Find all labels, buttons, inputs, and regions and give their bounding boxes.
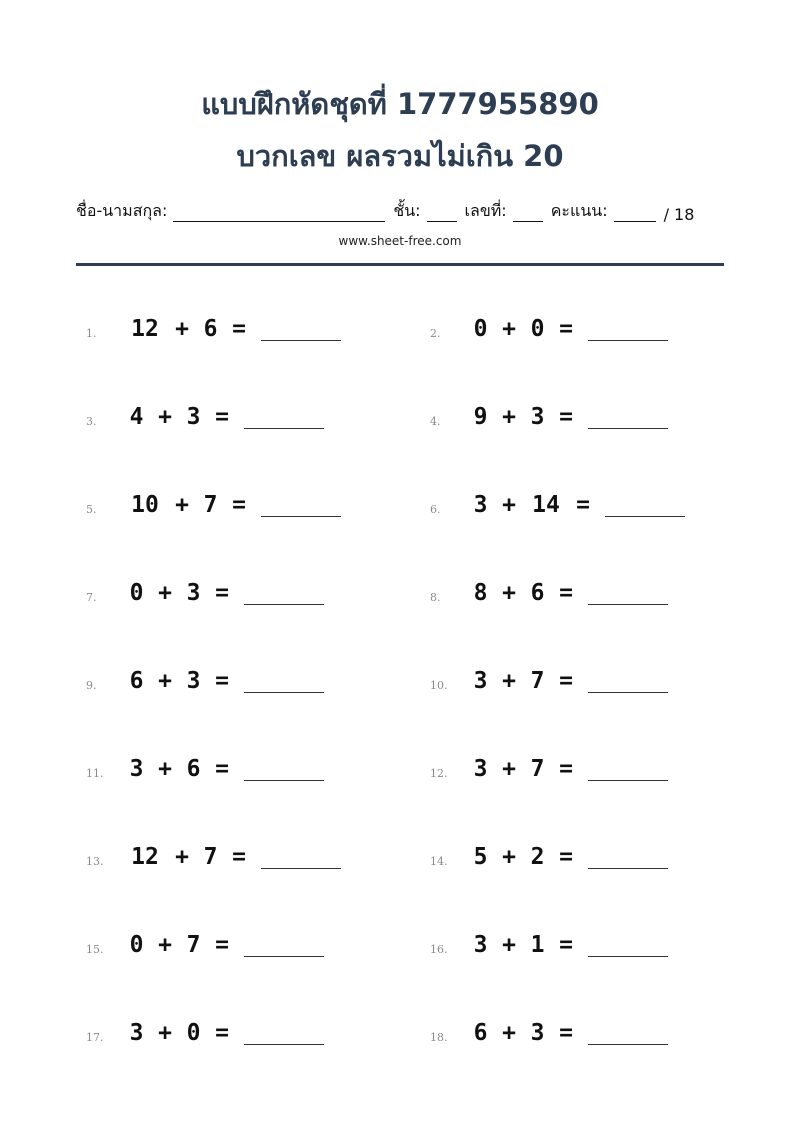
problem-item (430, 402, 668, 432)
website-url: www.sheet-free.com (338, 234, 462, 248)
class-blank[interactable] (427, 205, 457, 222)
plus-sign: + (175, 316, 189, 342)
second-addend: 3 (186, 404, 201, 430)
answer-blank[interactable] (261, 494, 341, 517)
problem-item (430, 1018, 668, 1048)
plus-sign: + (502, 844, 516, 870)
problem-item (430, 490, 685, 520)
equals-sign: = (215, 756, 229, 782)
answer-blank[interactable] (588, 670, 668, 693)
header-divider (76, 263, 724, 266)
problem-number: 2. (430, 326, 441, 340)
score-total: / 18 (663, 205, 695, 224)
name-blank[interactable] (173, 205, 385, 222)
number-blank[interactable] (513, 205, 543, 222)
problem-number: 10. (430, 678, 448, 692)
equals-sign: = (215, 404, 229, 430)
problem-item (430, 842, 668, 872)
second-addend: 0 (186, 1020, 201, 1046)
problem-number: 9. (86, 678, 97, 692)
equals-sign: = (232, 492, 246, 518)
answer-blank[interactable] (588, 406, 668, 429)
first-addend: 12 (131, 316, 159, 342)
answer-blank[interactable] (588, 846, 668, 869)
first-addend: 3 (473, 492, 488, 518)
problem-number: 6. (430, 502, 441, 516)
first-addend: 3 (473, 932, 488, 958)
plus-sign: + (502, 580, 516, 606)
answer-blank[interactable] (244, 670, 324, 693)
second-addend: 7 (530, 756, 545, 782)
second-addend: 7 (530, 668, 545, 694)
answer-blank[interactable] (588, 934, 668, 957)
equals-sign: = (559, 404, 573, 430)
second-addend: 3 (186, 580, 201, 606)
problem-item (86, 666, 324, 696)
equals-sign: = (559, 580, 573, 606)
answer-blank[interactable] (261, 318, 341, 341)
answer-blank[interactable] (588, 582, 668, 605)
first-addend: 3 (129, 1020, 144, 1046)
plus-sign: + (158, 580, 172, 606)
equals-sign: = (215, 1020, 229, 1046)
student-info-row (76, 199, 724, 224)
plus-sign: + (158, 404, 172, 430)
problem-item (86, 578, 324, 608)
answer-blank[interactable] (588, 1022, 668, 1045)
answer-blank[interactable] (261, 846, 341, 869)
problem-item (430, 930, 668, 960)
answer-blank[interactable] (244, 934, 324, 957)
number-label: เลขที่: (464, 201, 507, 220)
score-label: คะแนน: (550, 201, 608, 220)
problem-item (86, 930, 324, 960)
answer-blank[interactable] (244, 1022, 324, 1045)
problem-number: 4. (430, 414, 441, 428)
problem-number: 1. (86, 326, 97, 340)
second-addend: 6 (530, 580, 545, 606)
problem-number: 18. (430, 1030, 448, 1044)
plus-sign: + (502, 492, 516, 518)
plus-sign: + (502, 404, 516, 430)
first-addend: 0 (129, 932, 144, 958)
first-addend: 6 (473, 1020, 488, 1046)
second-addend: 0 (530, 316, 545, 342)
problem-number: 16. (430, 942, 448, 956)
second-addend: 14 (532, 492, 560, 518)
answer-blank[interactable] (588, 758, 668, 781)
first-addend: 12 (131, 844, 159, 870)
problem-number: 7. (86, 590, 97, 604)
answer-blank[interactable] (588, 318, 668, 341)
equals-sign: = (559, 756, 573, 782)
problem-number: 5. (86, 502, 97, 516)
equals-sign: = (232, 316, 246, 342)
second-addend: 7 (203, 492, 218, 518)
name-label: ชื่อ-นามสกุล: (76, 201, 168, 220)
equals-sign: = (576, 492, 590, 518)
equals-sign: = (215, 668, 229, 694)
first-addend: 6 (129, 668, 144, 694)
equals-sign: = (215, 580, 229, 606)
equals-sign: = (559, 932, 573, 958)
problem-number: 14. (430, 854, 448, 868)
problem-number: 11. (86, 766, 104, 780)
second-addend: 7 (186, 932, 201, 958)
equals-sign: = (559, 1020, 573, 1046)
problem-item (86, 314, 341, 344)
problem-item (430, 754, 668, 784)
equals-sign: = (232, 844, 246, 870)
problem-item (86, 842, 341, 872)
plus-sign: + (175, 492, 189, 518)
problem-number: 15. (86, 942, 104, 956)
first-addend: 3 (473, 668, 488, 694)
plus-sign: + (502, 668, 516, 694)
second-addend: 3 (186, 668, 201, 694)
problem-number: 12. (430, 766, 448, 780)
plus-sign: + (158, 1020, 172, 1046)
answer-blank[interactable] (605, 494, 685, 517)
first-addend: 9 (473, 404, 488, 430)
problem-number: 13. (86, 854, 104, 868)
first-addend: 0 (473, 316, 488, 342)
second-addend: 7 (203, 844, 218, 870)
problem-item (86, 402, 324, 432)
plus-sign: + (175, 844, 189, 870)
second-addend: 2 (530, 844, 545, 870)
second-addend: 3 (530, 404, 545, 430)
equals-sign: = (559, 668, 573, 694)
second-addend: 6 (186, 756, 201, 782)
problem-item (86, 1018, 324, 1048)
equals-sign: = (559, 844, 573, 870)
answer-blank[interactable] (244, 582, 324, 605)
first-addend: 3 (473, 756, 488, 782)
second-addend: 1 (530, 932, 545, 958)
problem-item (430, 314, 668, 344)
plus-sign: + (158, 668, 172, 694)
problem-number: 8. (430, 590, 441, 604)
plus-sign: + (502, 756, 516, 782)
problem-item (430, 578, 668, 608)
answer-blank[interactable] (244, 406, 324, 429)
first-addend: 4 (129, 404, 144, 430)
problem-number: 17. (86, 1030, 104, 1044)
first-addend: 5 (473, 844, 488, 870)
plus-sign: + (502, 932, 516, 958)
second-addend: 6 (203, 316, 218, 342)
first-addend: 0 (129, 580, 144, 606)
first-addend: 10 (131, 492, 159, 518)
problem-item (86, 754, 324, 784)
problem-number: 3. (86, 414, 97, 428)
equals-sign: = (215, 932, 229, 958)
worksheet-subtitle: บวกเลข ผลรวมไม่เกิน 20 (236, 139, 564, 173)
score-blank[interactable] (614, 205, 656, 222)
plus-sign: + (158, 756, 172, 782)
problem-item (86, 490, 341, 520)
plus-sign: + (502, 1020, 516, 1046)
second-addend: 3 (530, 1020, 545, 1046)
problem-item (430, 666, 668, 696)
first-addend: 8 (473, 580, 488, 606)
class-label: ชั้น: (393, 201, 421, 220)
first-addend: 3 (129, 756, 144, 782)
answer-blank[interactable] (244, 758, 324, 781)
worksheet-title: แบบฝึกหัดชุดที่ 1777955890 (201, 87, 599, 121)
plus-sign: + (502, 316, 516, 342)
plus-sign: + (158, 932, 172, 958)
equals-sign: = (559, 316, 573, 342)
